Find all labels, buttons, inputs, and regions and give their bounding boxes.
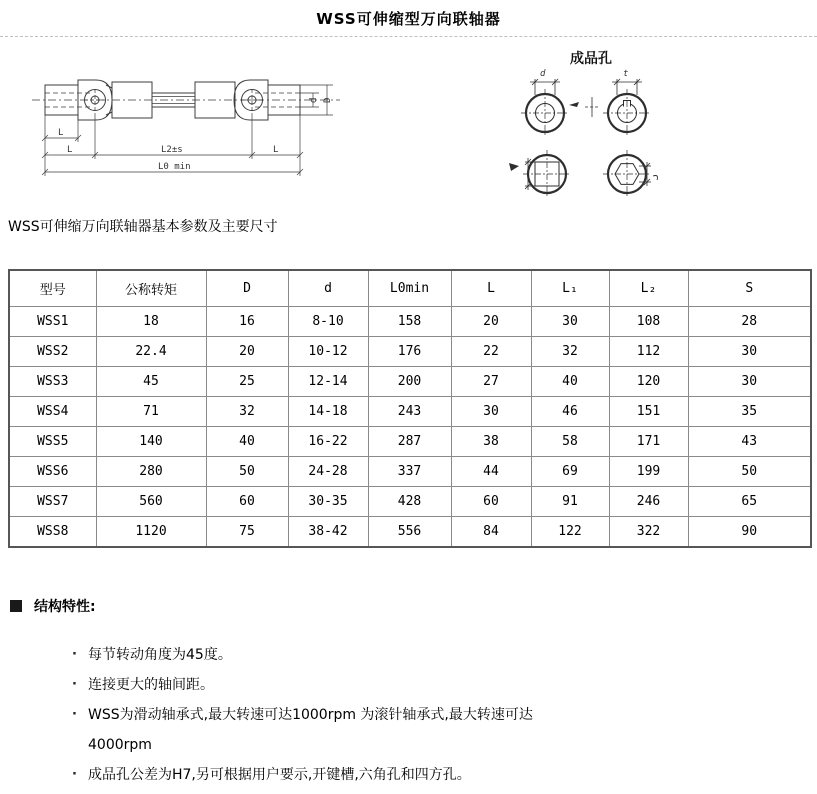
cell: 30: [688, 367, 811, 397]
page-title: WSS可伸缩型万向联轴器: [316, 10, 501, 28]
col-header-L2: L₂: [609, 270, 688, 307]
cell: 158: [368, 307, 451, 337]
cell: 287: [368, 427, 451, 457]
list-item: [72, 670, 592, 700]
cell: 35: [688, 397, 811, 427]
cell: 322: [609, 517, 688, 548]
col-header-D: D: [206, 270, 288, 307]
cell: 32: [531, 337, 609, 367]
features-list: [72, 640, 592, 790]
cell: 112: [609, 337, 688, 367]
cell: 1120: [96, 517, 206, 548]
cell: 46: [531, 397, 609, 427]
cell: 280: [96, 457, 206, 487]
cell: 45: [96, 367, 206, 397]
cell-model: WSS3: [9, 367, 96, 397]
cell-model: WSS7: [9, 487, 96, 517]
table-row: [9, 517, 811, 548]
dim-label-d: d: [309, 97, 319, 103]
hole-dim-d-label: d: [540, 69, 546, 79]
cell: 12-14: [288, 367, 368, 397]
cell: 108: [609, 307, 688, 337]
cell: 151: [609, 397, 688, 427]
features-section: [10, 596, 800, 783]
hole-dim-t-label: t: [623, 69, 629, 79]
col-header-S: S: [688, 270, 811, 307]
list-item: [72, 640, 592, 670]
cell: 65: [688, 487, 811, 517]
cell: 43: [688, 427, 811, 457]
dim-label-l-left: L: [67, 145, 73, 155]
col-header-torque: 公称转矩: [96, 270, 206, 307]
cell: 84: [451, 517, 531, 548]
list-item-text: 成品孔公差为H7,另可根据用户要示,开键槽,六角孔和四方孔。: [88, 767, 471, 783]
cell: 25: [206, 367, 288, 397]
hole-types-drawing: [495, 45, 700, 221]
cell: 44: [451, 457, 531, 487]
col-header-d: d: [288, 270, 368, 307]
cell: 30: [531, 307, 609, 337]
list-item-text: 连接更大的轴间距。: [88, 677, 214, 693]
cell: 16-22: [288, 427, 368, 457]
cell: 10-12: [288, 337, 368, 367]
cell: 32: [206, 397, 288, 427]
cell: 28: [688, 307, 811, 337]
cell: 428: [368, 487, 451, 517]
cell: 243: [368, 397, 451, 427]
hole-drawing-title: 成品孔: [570, 51, 612, 67]
dim-label-l0min: L0 min: [158, 162, 191, 172]
cell: 24-28: [288, 457, 368, 487]
col-header-model: 型号: [9, 270, 96, 307]
table-row: [9, 427, 811, 457]
cell: 69: [531, 457, 609, 487]
cell: 171: [609, 427, 688, 457]
features-heading-label: 结构特性:: [34, 599, 96, 615]
list-item: [72, 700, 592, 760]
cell: 75: [206, 517, 288, 548]
cell: 122: [531, 517, 609, 548]
cell-model: WSS1: [9, 307, 96, 337]
dim-label-l-right: L: [273, 145, 279, 155]
cell: 90: [688, 517, 811, 548]
cell: 30: [688, 337, 811, 367]
cell: 140: [96, 427, 206, 457]
table-row: [9, 307, 811, 337]
cell: 27: [451, 367, 531, 397]
table-row: [9, 457, 811, 487]
cell: 22: [451, 337, 531, 367]
col-header-L: L: [451, 270, 531, 307]
cell: 18: [96, 307, 206, 337]
dim-label-l2s: L2±s: [161, 145, 183, 155]
cell: 30-35: [288, 487, 368, 517]
cell: 20: [451, 307, 531, 337]
cell-model: WSS6: [9, 457, 96, 487]
dot-bullet-icon: ·: [72, 707, 77, 722]
cell: 120: [609, 367, 688, 397]
dot-bullet-icon: ·: [72, 767, 77, 782]
cell: 60: [451, 487, 531, 517]
cell: 20: [206, 337, 288, 367]
coupling-drawing: [28, 58, 368, 214]
cell: 14-18: [288, 397, 368, 427]
cell: 246: [609, 487, 688, 517]
table-row: [9, 367, 811, 397]
cell-model: WSS8: [9, 517, 96, 548]
cell-model: WSS4: [9, 397, 96, 427]
table-row: [9, 337, 811, 367]
dot-bullet-icon: ·: [72, 647, 77, 662]
cell: 8-10: [288, 307, 368, 337]
table-row: [9, 397, 811, 427]
cell: 556: [368, 517, 451, 548]
title-divider: [0, 36, 817, 37]
cell-model: WSS2: [9, 337, 96, 367]
cell-model: WSS5: [9, 427, 96, 457]
table-row: [9, 487, 811, 517]
list-item-text: WSS为滑动轴承式,最大转速可达1000rpm 为滚针轴承式,最大转速可达4000rpm: [88, 707, 533, 753]
features-heading: [10, 596, 800, 616]
dim-label-big-d: D: [323, 97, 333, 103]
cell: 337: [368, 457, 451, 487]
col-header-l0min: L0min: [368, 270, 451, 307]
cell: 199: [609, 457, 688, 487]
list-item: [72, 760, 592, 790]
cell: 71: [96, 397, 206, 427]
cell: 22.4: [96, 337, 206, 367]
cell: 40: [206, 427, 288, 457]
spec-table: [8, 269, 812, 548]
table-header-row: [9, 270, 811, 307]
cell: 200: [368, 367, 451, 397]
cell: 38: [451, 427, 531, 457]
coupling-drawing-svg: [28, 58, 368, 210]
section-subtitle: WSS可伸缩万向联轴器基本参数及主要尺寸: [8, 219, 278, 235]
cell: 38-42: [288, 517, 368, 548]
list-item-text: 每节转动角度为45度。: [88, 647, 232, 663]
cell: 60: [206, 487, 288, 517]
cell: 16: [206, 307, 288, 337]
cell: 560: [96, 487, 206, 517]
dim-label-l-small: L: [58, 128, 64, 138]
col-header-L1: L₁: [531, 270, 609, 307]
cell: 30: [451, 397, 531, 427]
square-bullet-icon: [10, 600, 22, 612]
cell: 40: [531, 367, 609, 397]
cell: 50: [688, 457, 811, 487]
dot-bullet-icon: ·: [72, 677, 77, 692]
cell: 91: [531, 487, 609, 517]
hole-types-drawing-svg: [495, 45, 700, 217]
cell: 176: [368, 337, 451, 367]
cell: 50: [206, 457, 288, 487]
cell: 58: [531, 427, 609, 457]
